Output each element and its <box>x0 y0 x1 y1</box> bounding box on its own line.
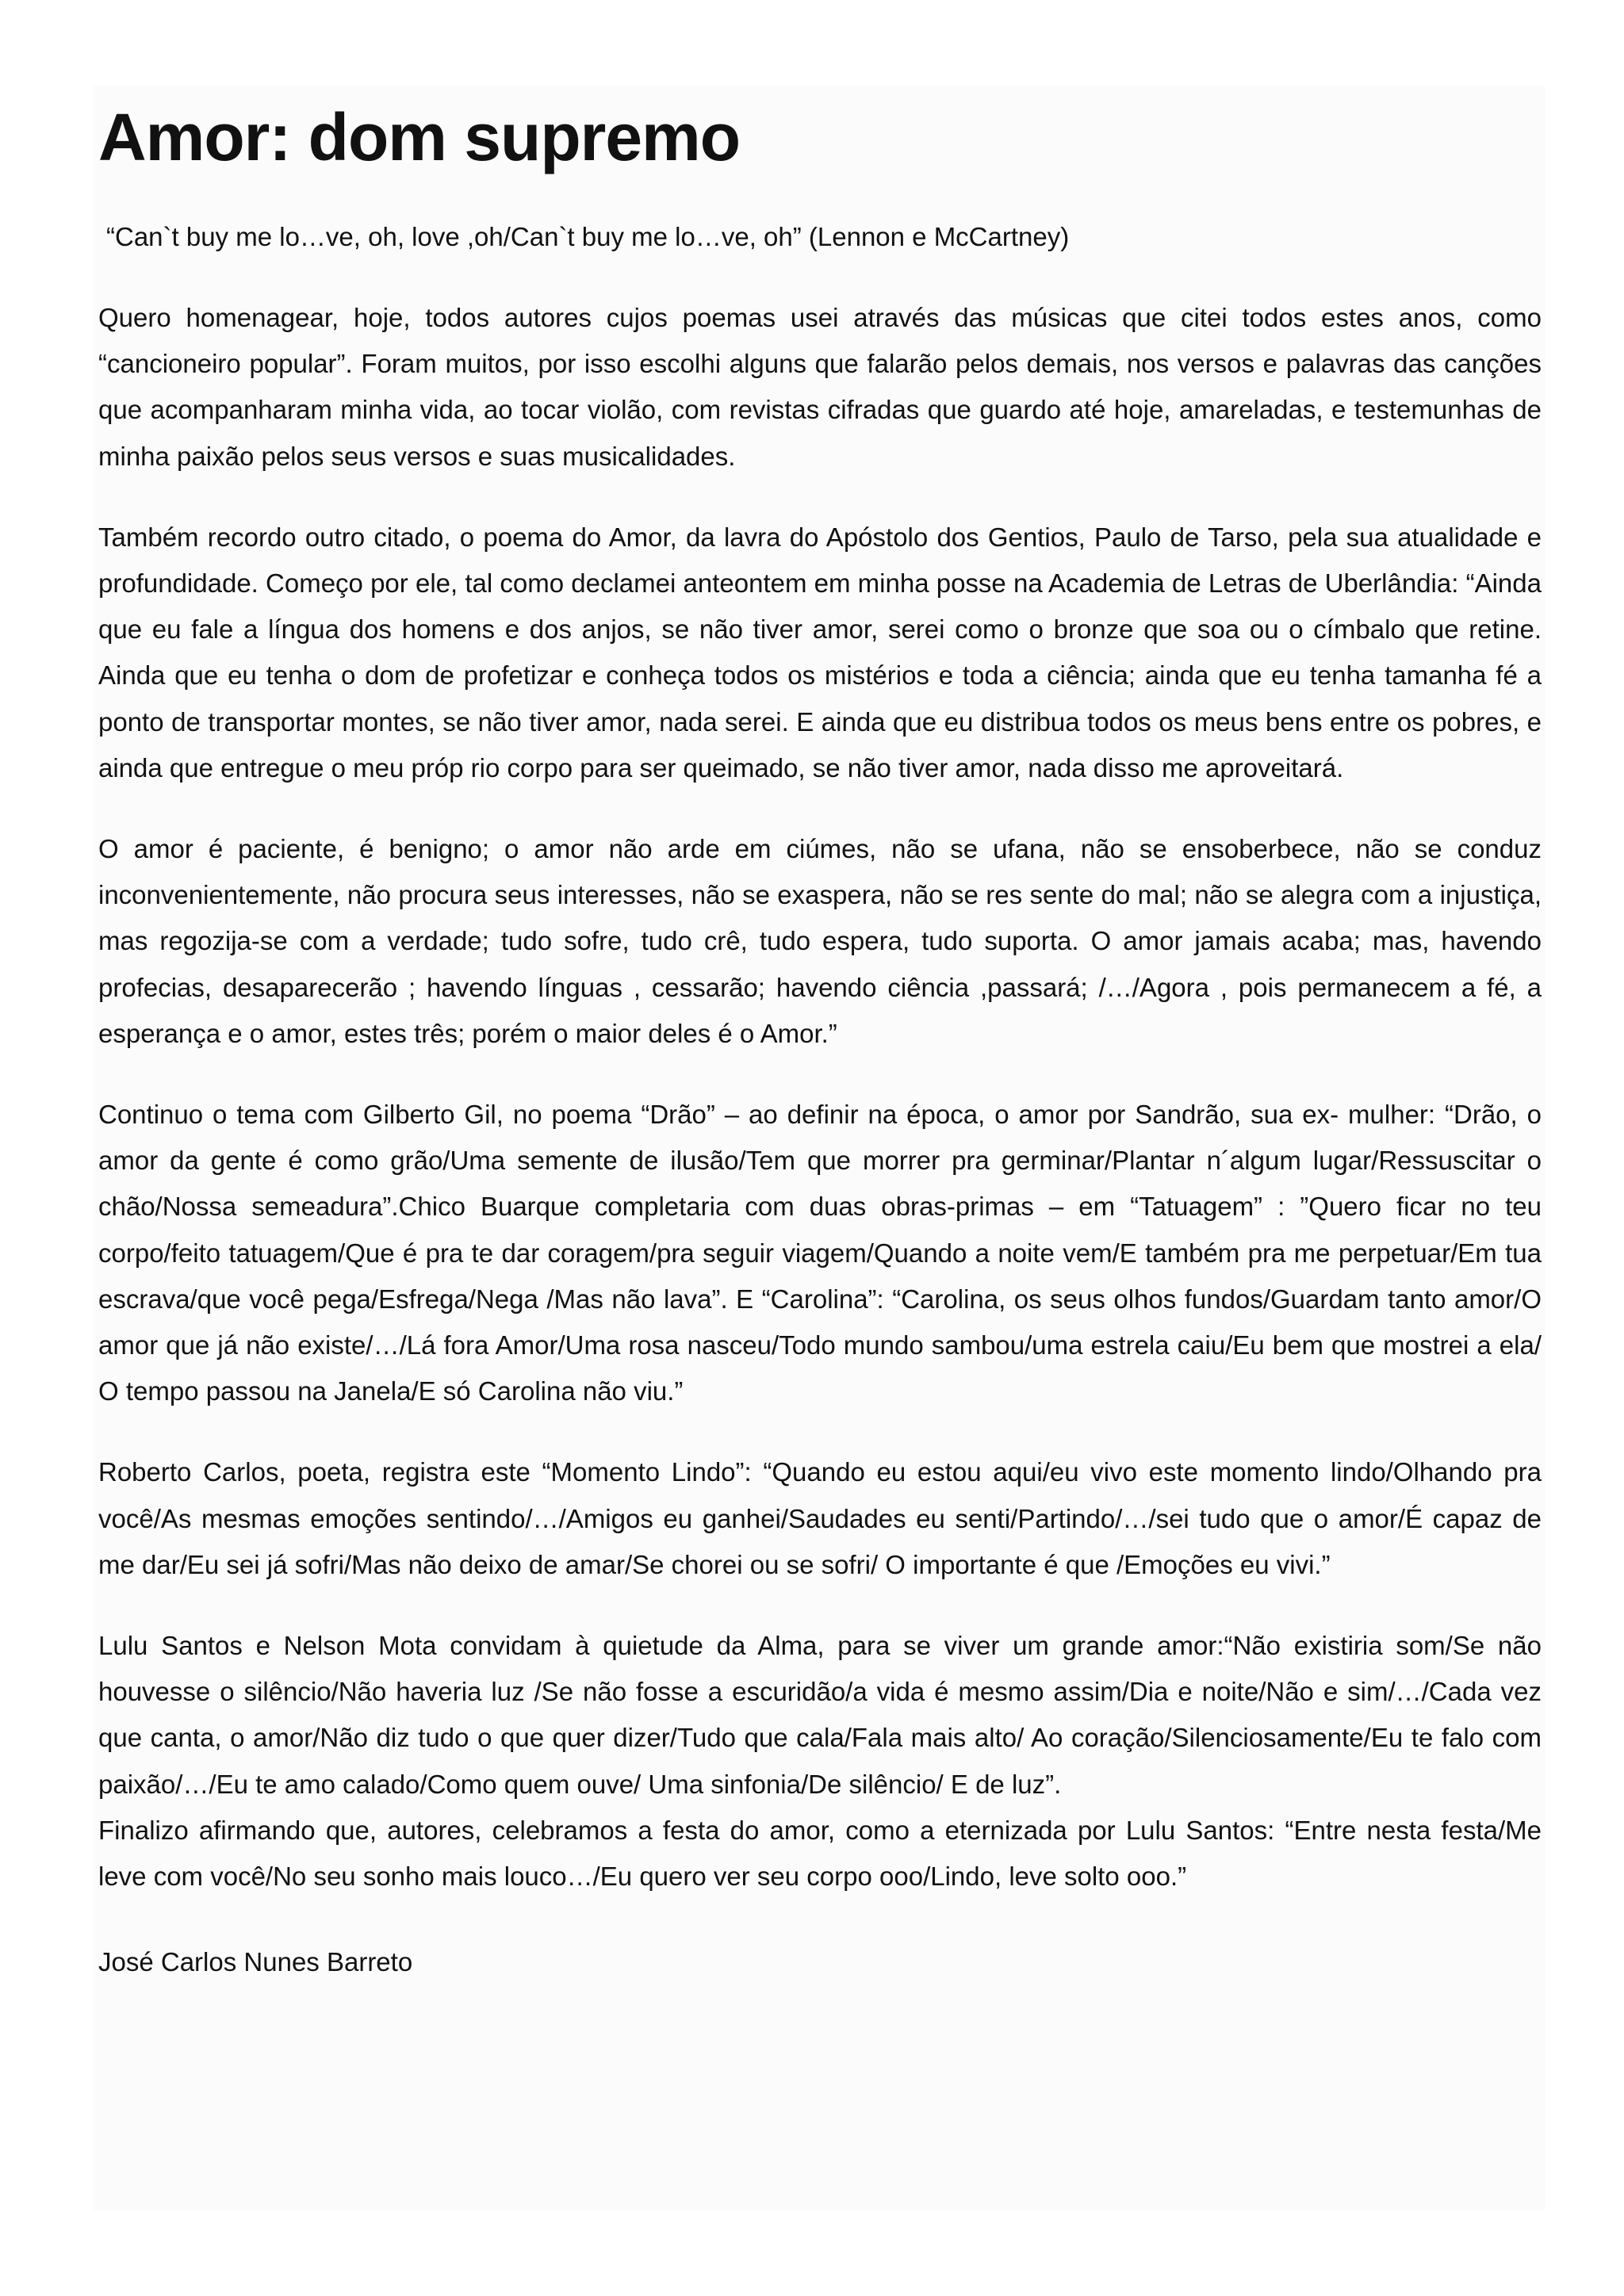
document-title: Amor: dom supremo <box>98 100 741 174</box>
paragraph-paulo-de-tarso: Também recordo outro citado, o poema do Amor, da lavra do Apóstolo dos Gentios, Paulo de Tarso, pela sua atualidade e profundidade. Começo por ele, tal como declamei anteontem em minha posse na Academia de Letras de Uberlândia: “Ainda que eu fale a língua dos homens e dos anjos, se não tiver amor, serei como o bronze que soa ou o címbalo que retine. Ainda que eu tenha o dom de profetizar e conheça todos os mistérios e toda a ciência; ainda que eu tenha tamanha fé a ponto de transportar montes, se não tiver amor, nada serei. E ainda que eu distribua todos os meus bens entre os pobres, e ainda que entregue o meu próp rio corpo para ser queimado, se não tiver amor, nada disso me aproveitará. <box>98 522 1542 783</box>
paragraph-gilberto-gil-chico-buarque: Continuo o tema com Gilberto Gil, no poema “Drão” – ao definir na época, o amor por Sandrão, sua ex- mulher: “Drão, o amor da gente é como grão/Uma semente de ilusão/Tem que morrer pra germinar/Plantar n´algum lugar/Ressuscitar o chão/Nossa semeadura”.Chico Buarque completaria com duas obras-primas – em “Tatuagem” : ”Quero ficar no teu corpo/feito tatuagem/Que é pra te dar coragem/pra seguir viagem/Quando a noite vem/E também pra me perpetuar/Em tua escrava/que você pega/Esfrega/Nega /Mas não lava”. E “Carolina”: “Carolina, os seus olhos fundos/Guardam tanto amor/O amor que já não existe/…/Lá fora Amor/Uma rosa nasceu/Todo mundo sambou/uma estrela caiu/Eu bem que mostrei a ela/ O tempo passou na Janela/E só Carolina não viu.” <box>98 1100 1542 1406</box>
author-signature: José Carlos Nunes Barreto <box>98 1947 413 1977</box>
paragraph-lulu-santos-nelson-mota: Lulu Santos e Nelson Mota convidam à quietude da Alma, para se viver um grande amor:“Não existiria som/Se não houvesse o silêncio/Não haveria luz /Se não fosse a escuridão/a vida é mesmo assim/Dia e noite/Não e sim/…/Cada vez que canta, o amor/Não diz tudo o que quer dizer/Tudo que cala/Fala mais alto/ Ao coração/Silenciosamente/Eu te falo com paixão/…/Eu te amo calado/Como quem ouve/ Uma sinfonia/De silêncio/ E de luz”. <box>98 1631 1542 1799</box>
paragraph-roberto-carlos: Roberto Carlos, poeta, registra este “Momento Lindo”: “Quando eu estou aqui/eu vivo este momento lindo/Olhando pra você/As mesmas emoções sentindo/…/Amigos eu ganhei/Saudades eu senti/Partindo/…/sei tudo que o amor/É capaz de me dar/Eu sei já sofri/Mas não deixo de amar/Se chorei ou se sofri/ O importante é que /Emoções eu vivi.” <box>98 1457 1542 1579</box>
epigraph-quote: “Can`t buy me lo…ve, oh, love ,oh/Can`t buy me lo…ve, oh” (Lennon e McCartney) <box>106 222 1070 251</box>
paragraph-intro: Quero homenagear, hoje, todos autores cujos poemas usei através das músicas que citei todos estes anos, como “cancioneiro popular”. Foram muitos, por isso escolhi alguns que falarão pelos demais, nos versos e palavras das canções que acompanharam minha vida, ao tocar violão, com revistas cifradas que guardo até hoje, amareladas, e testemunhas de minha paixão pelos seus versos e suas musicalidades. <box>98 303 1542 471</box>
document-body <box>98 94 1542 1985</box>
paragraph-conclusion: Finalizo afirmando que, autores, celebramos a festa do amor, como a eternizada por Lulu Santos: “Entre nesta festa/Me leve com você/No seu sonho mais louco…/Eu quero ver seu corpo ooo/Lindo, leve solto ooo.” <box>98 1815 1542 1892</box>
paragraph-amor-paciente: O amor é paciente, é benigno; o amor não arde em ciúmes, não se ufana, não se ensoberbece, não se conduz inconvenientemente, não procura seus interesses, não se exaspera, não se res sente do mal; não se alegra com a injustiça, mas regozija-se com a verdade; tudo sofre, tudo crê, tudo espera, tudo suporta. O amor jamais acaba; mas, havendo profecias, desaparecerão ; havendo línguas , cessarão; havendo ciência ,passará; /…/Agora , pois permanecem a fé, a esperança e o amor, estes três; porém o maior deles é o Amor.” <box>98 834 1542 1048</box>
